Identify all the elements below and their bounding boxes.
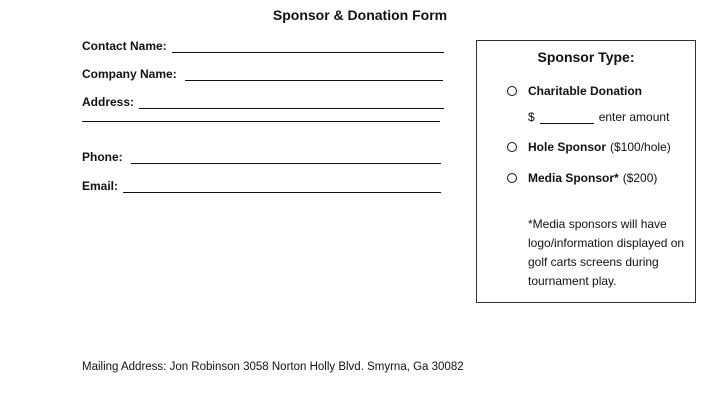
address-second-line[interactable] xyxy=(82,121,440,122)
contact-name-label: Contact Name: xyxy=(82,39,167,53)
radio-circle-icon[interactable] xyxy=(507,173,517,183)
phone-field xyxy=(82,148,441,164)
option-media-sponsor[interactable] xyxy=(507,171,657,185)
sponsor-type-title: Sponsor Type: xyxy=(537,49,635,65)
address-label: Address: xyxy=(82,95,135,109)
email-field xyxy=(82,177,441,193)
mailing-address: Mailing Address: Jon Robinson 3058 Norton Holly Blvd. Smyrna, Ga 30082 xyxy=(82,361,464,373)
option-charitable-donation[interactable] xyxy=(507,84,642,98)
option-label: Media Sponsor* xyxy=(528,171,619,185)
address-field xyxy=(82,93,444,109)
email-label: Email: xyxy=(82,179,119,193)
currency-symbol: $ xyxy=(528,110,535,124)
option-detail: ($100/hole) xyxy=(610,140,671,154)
company-name-label: Company Name: xyxy=(82,67,177,81)
contact-name-input-line[interactable] xyxy=(172,39,444,53)
option-detail: ($200) xyxy=(622,171,658,185)
form-title: Sponsor & Donation Form xyxy=(272,7,448,23)
company-name-input-line[interactable] xyxy=(185,67,443,81)
phone-input-line[interactable] xyxy=(131,150,441,164)
option-label: Charitable Donation xyxy=(528,84,643,98)
media-sponsor-note: *Media sponsors will have logo/information displayed on golf carts screens during tournament play. xyxy=(528,217,685,288)
sponsor-type-box xyxy=(476,40,696,303)
company-name-field xyxy=(82,65,443,81)
radio-circle-icon[interactable] xyxy=(507,142,517,152)
contact-name-field xyxy=(82,37,444,53)
amount-hint: enter amount xyxy=(598,110,670,124)
radio-circle-icon[interactable] xyxy=(507,86,517,96)
phone-label: Phone: xyxy=(82,150,123,164)
address-input-line[interactable] xyxy=(139,95,444,109)
option-label: Hole Sponsor xyxy=(528,140,607,154)
donation-amount xyxy=(528,110,669,124)
option-hole-sponsor[interactable] xyxy=(507,140,671,154)
amount-input-line[interactable] xyxy=(540,112,594,124)
email-input-line[interactable] xyxy=(123,179,441,193)
